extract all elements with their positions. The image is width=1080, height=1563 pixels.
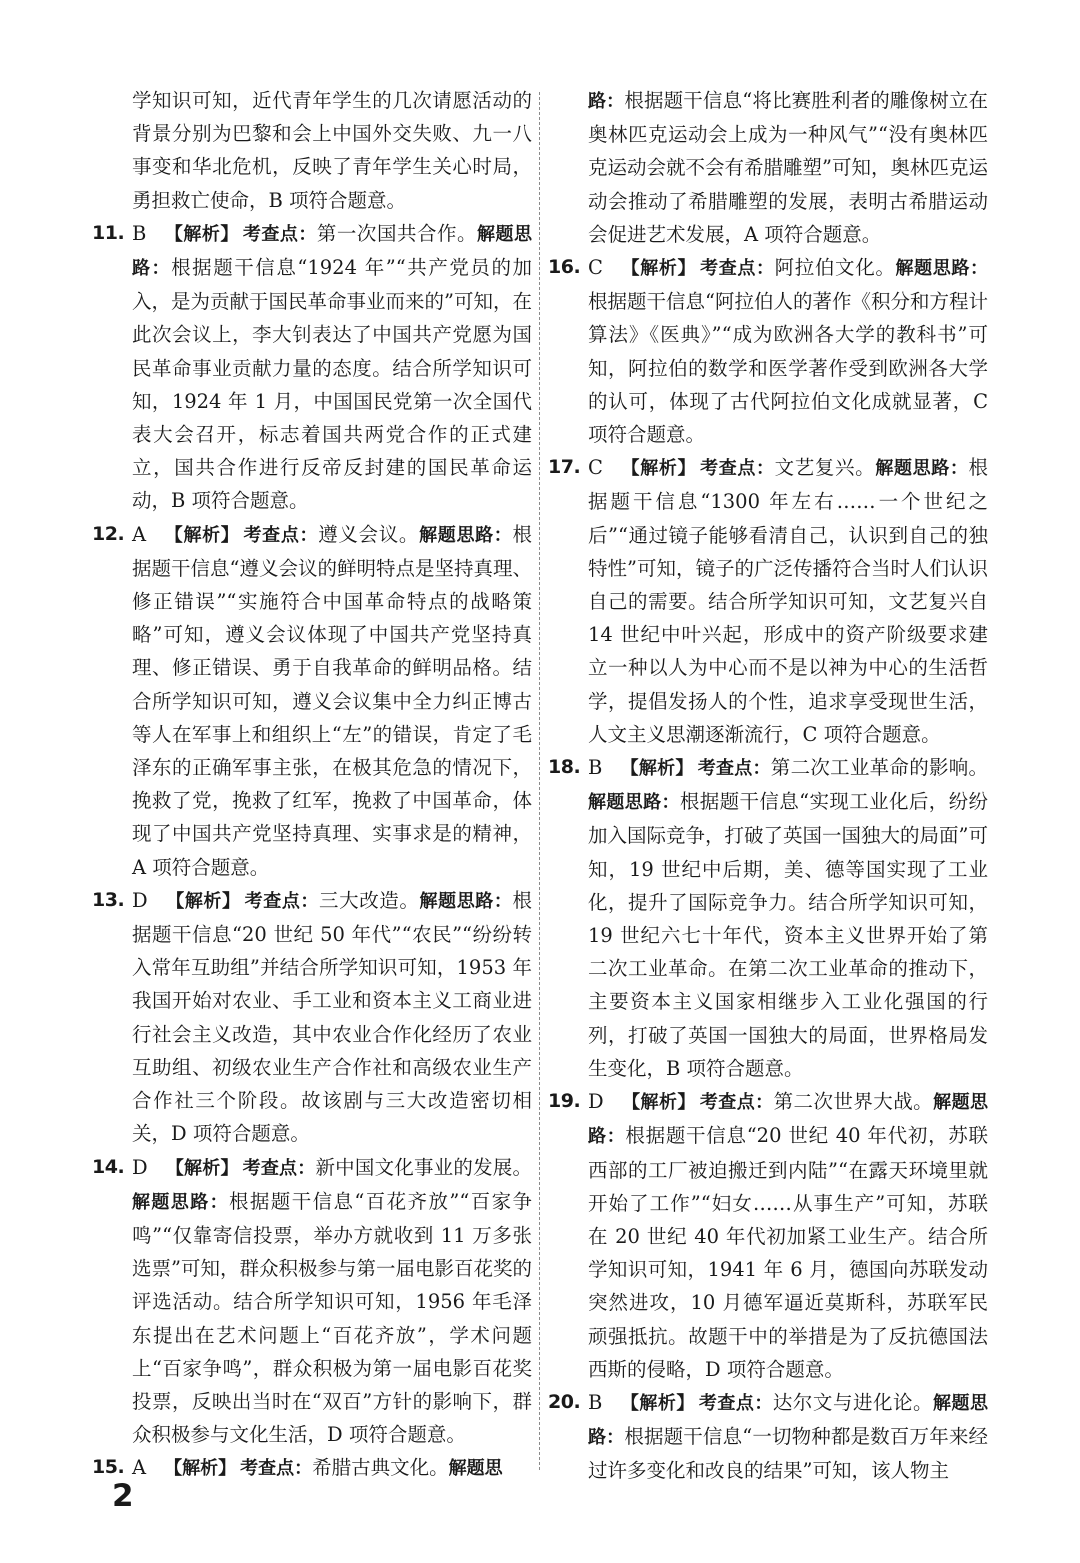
answer-item-20 xyxy=(548,1386,988,1488)
knowledge-point-text: 希腊古典文化。 xyxy=(312,1456,449,1480)
question-number: 17. xyxy=(548,456,581,479)
approach-label: 解题思路： xyxy=(419,890,513,912)
approach-label: 解题思路： xyxy=(875,458,969,480)
question-number: 14. xyxy=(92,1155,125,1178)
answer-item-19 xyxy=(548,1085,989,1386)
answer-letter: B xyxy=(588,756,603,780)
question-number: 12. xyxy=(92,522,125,545)
question-number: 19. xyxy=(548,1090,581,1113)
answer-letter: B xyxy=(132,221,147,245)
question-number: 16. xyxy=(548,256,581,279)
explanation-text: 根据题干信息“20 世纪 50 年代”“农民”“纷纷转入常年互助组”并结合所学知识可知，1953 年我国开始对农业、手工业和资本主义工商业进行社会主义改造，其中农业合作化经历了农业互助组、初级农业生产合作社和高级农业生产合作社三个阶段。故该剧与三大改造密切相关，D 项符合题意。 xyxy=(132,888,532,1146)
explanation-text: 根据题干信息“百花齐放”“百家争鸣”“仅靠寄信投票，举办方就收到 11 万多张选票”可知，群众积极参与第一届电影百花奖的评选活动。结合所学知识可知，1956 年毛泽东提出在艺术问题上“百花齐放”，学术问题上“百家争鸣”，群众积极为第一届电影百花奖投票，反映出当时在“双百”方针的影响下，群众积极参与文化生活，D 项符合题意。 xyxy=(132,1189,532,1447)
answer-item-16 xyxy=(548,251,989,451)
page-number: 2 xyxy=(112,1478,134,1514)
right-column xyxy=(548,84,989,1488)
answer-letter: D xyxy=(588,1090,604,1114)
answer-letter: A xyxy=(132,522,147,546)
explanation-text: 根据题干信息“阿拉伯人的著作《积分和方程计算法》《医典》”“成为欧洲各大学的教科书”可知，阿拉伯的数学和医学著作受到欧洲各大学的认可，体现了古代阿拉伯文化成就显著，C 项符合题意。 xyxy=(588,290,988,447)
answer-item-15 xyxy=(92,1451,532,1485)
answer-letter: A xyxy=(132,1456,147,1480)
knowledge-point-label: 考查点： xyxy=(700,258,775,280)
analysis-tag: 【解析】 xyxy=(164,223,239,245)
knowledge-point-text: 三大改造。 xyxy=(319,888,420,912)
knowledge-point-text: 达尔文与进化论。 xyxy=(772,1390,933,1414)
analysis-tag: 【解析】 xyxy=(620,1392,695,1414)
explanation-text: 根据题干信息“1924 年”“共产党员的加入，是为贡献于国民革命事业而来的”可知，在此次会议上，李大钊表达了中国共产党愿为国民革命事业贡献力量的态度。结合所学知识可知，1924 年 1 月，中国国民党第一次全国代表大会召开，标志着国共两党合作的正式建立，国共合作进行反帝反封建的国民革命运动，B 项符合题意。 xyxy=(132,256,533,513)
knowledge-point-label: 考查点： xyxy=(698,1392,773,1414)
knowledge-point-text: 阿拉伯文化。 xyxy=(774,256,896,280)
question-number: 20. xyxy=(548,1390,581,1413)
analysis-tag: 【解析】 xyxy=(620,758,694,780)
approach-label: 解题思路： xyxy=(419,524,513,546)
explanation-text: 根据题干信息“1300 年左右……一个世纪之后”“通过镜子能够看清自己，认识到自己的独特性”可知，镜子的广泛传播符合当时人们认识自己的需要。结合所学知识可知，文艺复兴自 14 世纪中叶兴起，形成中的资产阶级要求建立一种以人为中心而不是以神为中心的生活哲学，提倡发扬人的个性，追求享受现世生活，人文主义思潮逐渐流行，C 项符合题意。 xyxy=(588,456,988,746)
approach-label: 解题思路： xyxy=(895,258,989,280)
approach-label: 解题思路： xyxy=(588,1092,989,1148)
answer-item-11 xyxy=(92,217,533,518)
answer-item-18 xyxy=(548,751,989,1085)
approach-label-continued: 路： xyxy=(588,91,625,112)
answer-item-14 xyxy=(92,1151,532,1452)
approach-label: 解题思路： xyxy=(588,792,680,814)
knowledge-point-label: 考查点： xyxy=(242,1157,316,1179)
left-column xyxy=(92,84,533,1486)
knowledge-point-label: 考查点： xyxy=(700,458,775,480)
approach-label: 解题思路： xyxy=(588,1392,988,1449)
knowledge-point-text: 新中国文化事业的发展。 xyxy=(315,1155,532,1179)
knowledge-point-text: 第一次国共合作。 xyxy=(316,221,477,245)
answer-item-13 xyxy=(92,884,532,1151)
knowledge-point-text: 第二次工业革命的影响。 xyxy=(770,756,989,780)
analysis-tag: 【解析】 xyxy=(621,1092,696,1114)
answer-item-12 xyxy=(92,518,532,884)
knowledge-point-label: 考查点： xyxy=(244,890,320,912)
question-number: 18. xyxy=(548,756,581,779)
answer-letter: D xyxy=(132,888,148,912)
analysis-tag: 【解析】 xyxy=(165,1157,239,1179)
explanation-text: 根据题干信息“实现工业化后，纷纷加入国际竞争，打破了英国一国独大的局面”可知，19 世纪中后期，美、德等国实现了工业化，提升了国际竞争力。结合所学知识可知，19 世纪六七十年代，资本主义世界开始了第二次工业革命。在第二次工业革命的推动下，主要资本主义国家相继步入工业化强国的行列，打破了英国一国独大的局面，世界格局发生变化，B 项符合题意。 xyxy=(588,790,988,1080)
knowledge-point-label: 考查点： xyxy=(243,524,319,546)
question-number: 11. xyxy=(92,221,125,244)
knowledge-point-text: 遵义会议。 xyxy=(318,522,420,546)
answer-letter: C xyxy=(588,256,603,280)
answer-letter: D xyxy=(132,1155,148,1179)
approach-label: 解题思路： xyxy=(132,223,532,280)
approach-label: 解题思路： xyxy=(132,1191,229,1213)
analysis-tag: 【解析】 xyxy=(164,1458,237,1480)
continuation-paragraph xyxy=(588,84,988,251)
knowledge-point-text: 第二次世界大战。 xyxy=(773,1090,934,1114)
knowledge-point-label: 考查点： xyxy=(699,1092,774,1114)
answer-item-17 xyxy=(548,451,988,751)
answer-letter: B xyxy=(588,1390,603,1414)
analysis-tag: 【解析】 xyxy=(620,258,697,280)
column-divider xyxy=(539,92,540,1470)
knowledge-point-label: 考查点： xyxy=(697,758,771,780)
approach-label: 解题思 xyxy=(448,1458,503,1480)
analysis-tag: 【解析】 xyxy=(620,458,697,480)
explanation-text: 根据题干信息“遵义会议的鲜明特点是坚持真理、修正错误”“实施符合中国革命特点的战略策略”可知，遵义会议体现了中国共产党坚持真理、修正错误、勇于自我革命的鲜明品格。结合所学知识可知，遵义会议集中全力纠正博古等人在军事上和组织上“左”的错误，肯定了毛泽东的正确军事主张，在极其危急的情况下，挽救了党，挽救了红军，挽救了中国革命，体现了中国共产党坚持真理、实事求是的精神，A 项符合题意。 xyxy=(132,522,532,879)
knowledge-point-label: 考查点： xyxy=(240,1458,313,1480)
explanation-text: 根据题干信息“一切物种都是数百万年来经过许多变化和改良的结果”可知，该人物主 xyxy=(588,1425,988,1483)
analysis-tag: 【解析】 xyxy=(164,524,240,546)
continuation-text: 学知识可知，近代青年学生的几次请愿活动的背景分别为巴黎和会上中国外交失败、九一八事变和华北危机，反映了青年学生关心时局，勇担救亡使命，B 项符合题意。 xyxy=(132,89,532,212)
continuation-paragraph xyxy=(132,84,532,217)
answer-letter: C xyxy=(588,456,603,480)
knowledge-point-text: 文艺复兴。 xyxy=(774,456,876,480)
explanation-text: 根据题干信息“20 世纪 40 年代初，苏联西部的工厂被迫搬迁到内陆”“在露天环境里就开始了工作”“妇女……从事生产”可知，苏联在 20 世纪 40 年代初加紧工业生产。结合所学知识可知，1941 年 6 月，德国向苏联发动突然进攻，10 月德军逼近莫斯科，苏联军民顽强抵抗。故题干中的举措是为了反抗德国法西斯的侵略，D 项符合题意。 xyxy=(588,1124,988,1381)
analysis-tag: 【解析】 xyxy=(165,890,241,912)
question-number: 15. xyxy=(92,1456,125,1479)
knowledge-point-label: 考查点： xyxy=(242,223,317,245)
question-number: 13. xyxy=(92,888,125,911)
continuation-text: 根据题干信息“将比赛胜利者的雕像树立在奥林匹克运动会上成为一种风气”“没有奥林匹克运动会就不会有希腊雕塑”可知，奥林匹克运动会推动了希腊雕塑的发展，表明古希腊运动会促进艺术发展，A 项符合题意。 xyxy=(588,89,988,246)
